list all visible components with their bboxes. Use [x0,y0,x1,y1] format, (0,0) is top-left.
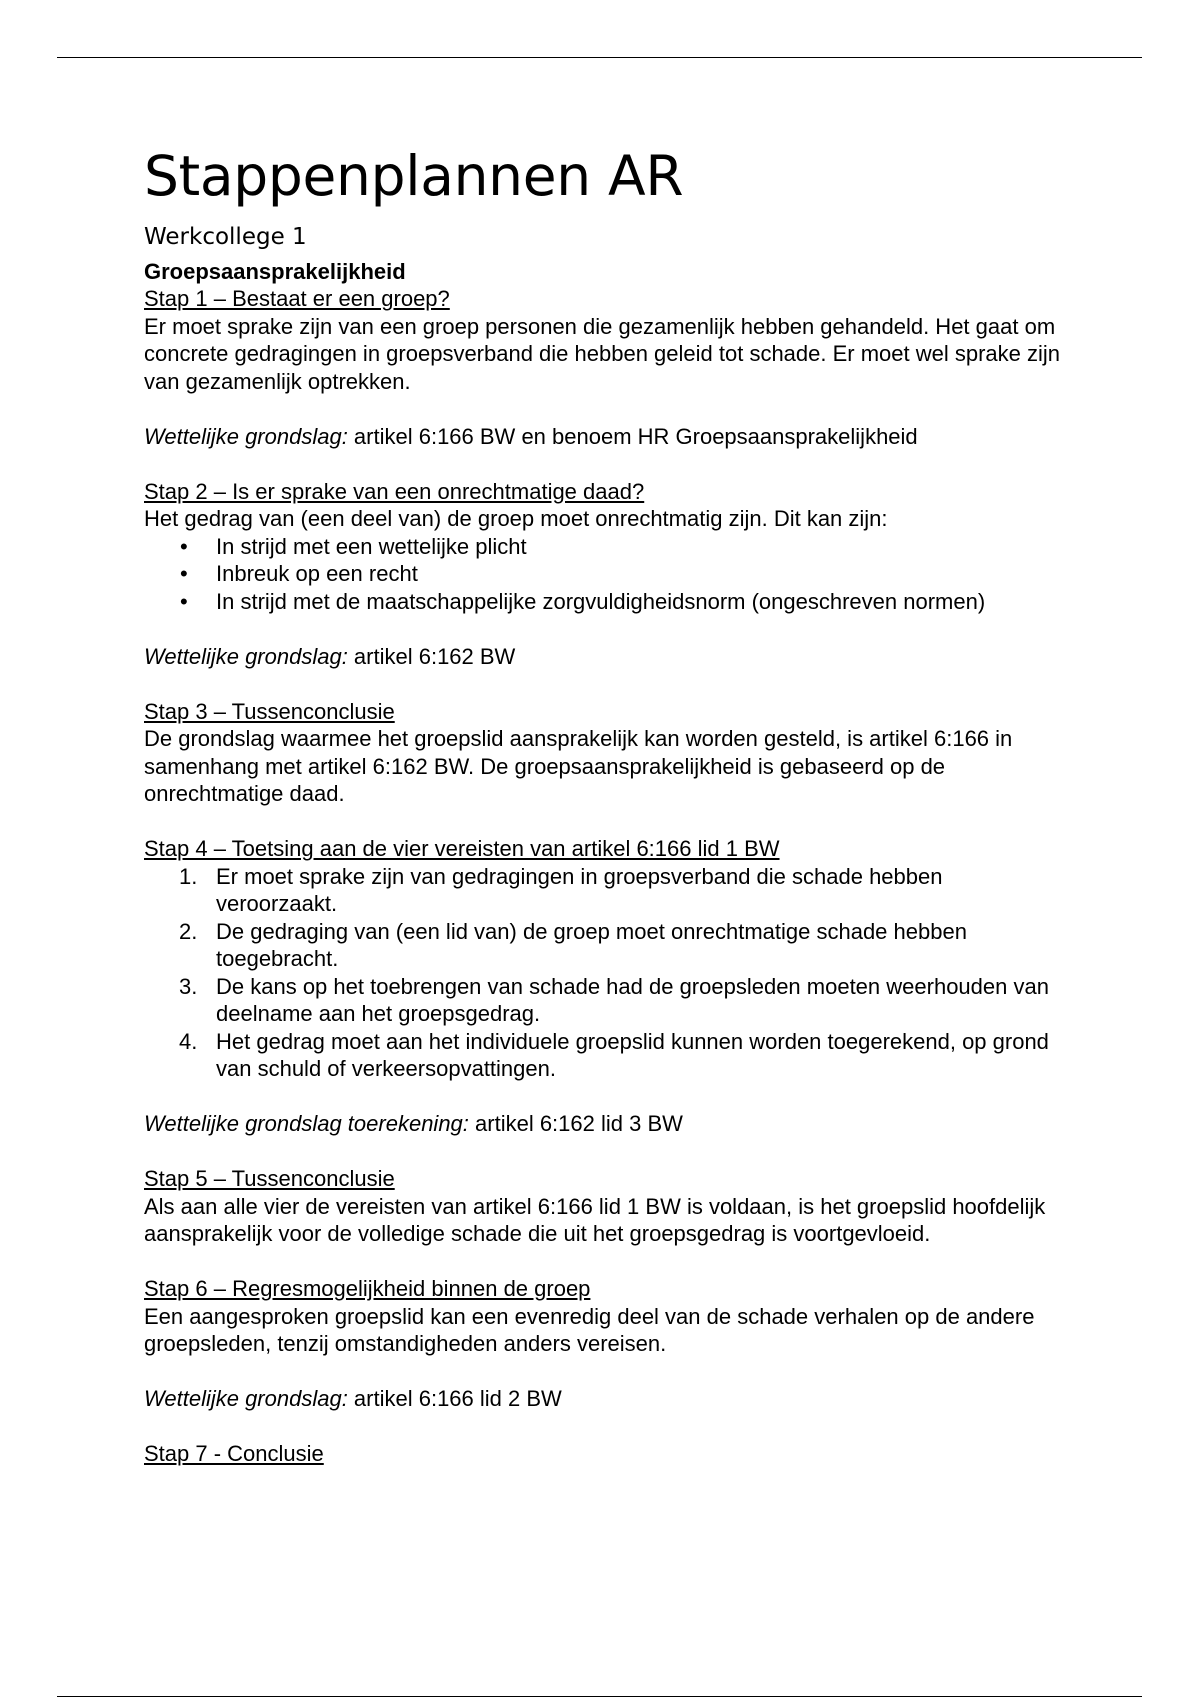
spacer [144,1083,1064,1111]
step-4-numbered-list [144,863,1064,1083]
step-1-heading: Stap 1 – Bestaat er een groep? [144,286,450,311]
step-4-heading: Stap 4 – Toetsing aan de vier vereisten van artikel 6:166 lid 1 BW [144,836,780,861]
list-item [144,533,1064,561]
legal-basis-label: Wettelijke grondslag toerekening: [144,1111,469,1136]
spacer [144,1138,1064,1166]
list-item [144,863,1064,918]
step-4-legal-basis [144,1110,1064,1138]
list-number: 4. [179,1028,198,1054]
list-item [144,918,1064,973]
bullet-icon: • [180,561,188,586]
step-3-heading: Stap 3 – Tussenconclusie [144,698,395,724]
list-item-text: De kans op het toebrengen van schade had de groepsleden moeten weerhouden van deelname aan het groepsgedrag. [216,973,1049,1026]
legal-basis-label: Wettelijke grondslag: [144,423,348,449]
spacer [144,670,1064,698]
step-1-text: Er moet sprake zijn van een groep personen die gezamenlijk hebben gehandeld. Het gaat om concrete gedragingen in groepsverband die hebben geleid tot schade. Er moet wel sprake zijn van gezamenlijk optrekken. [144,313,1061,394]
bullet-icon: • [180,588,188,614]
list-item-text: De gedraging van (een lid van) de groep moet onrechtmatige schade hebben toegebracht. [216,918,967,971]
document-title: Stappenplannen AR [144,144,684,208]
step-2-legal-basis [144,643,1064,671]
document-subtitle: Werkcollege 1 [144,224,307,250]
bullet-icon: • [180,533,188,559]
document-page [144,138,1064,1468]
list-item-text: In strijd met een wettelijke plicht [216,533,527,559]
legal-basis-value: artikel 6:166 lid 2 BW [347,1386,562,1411]
list-item-text: Inbreuk op een recht [216,561,418,586]
spacer [144,808,1064,836]
list-number: 1. [179,863,198,889]
list-number: 2. [179,918,198,944]
step-7-heading: Stap 7 - Conclusie [144,1441,324,1466]
legal-basis-value: artikel 6:162 lid 3 BW [468,1111,683,1136]
step-2-text: Het gedrag van (een deel van) de groep moet onrechtmatig zijn. Dit kan zijn: [144,506,888,531]
step-2-heading: Stap 2 – Is er sprake van een onrechtmatige daad? [144,478,645,504]
list-item [144,1028,1064,1083]
step-6-legal-basis [144,1385,1064,1413]
list-item-text: Er moet sprake zijn van gedragingen in groepsverband die schade hebben veroorzaakt. [216,863,943,916]
spacer [144,395,1064,423]
step-6-heading: Stap 6 – Regresmogelijkheid binnen de groep [144,1276,591,1301]
bottom-rule [57,1696,1142,1697]
step-3-text: De grondslag waarmee het groepslid aansprakelijk kan worden gesteld, is artikel 6:166 in samenhang met artikel 6:162 BW. De groepsaansprakelijkheid is gebaseerd op de onrechtmatige daad. [144,726,1013,806]
top-rule [57,57,1142,58]
step-6-text: Een aangesproken groepslid kan een evenredig deel van de schade verhalen op de andere groepsleden, tenzij omstandigheden anders vereisen. [144,1303,1035,1356]
list-item [144,973,1064,1028]
spacer [144,1413,1064,1441]
list-item-text: In strijd met de maatschappelijke zorgvuldigheidsnorm (ongeschreven normen) [216,588,986,614]
legal-basis-value: artikel 6:166 BW en benoem HR Groepsaansprakelijkheid [347,423,918,449]
step-5-heading: Stap 5 – Tussenconclusie [144,1166,395,1191]
step-1-legal-basis [144,423,1064,451]
list-item [144,560,1064,588]
list-number: 3. [179,973,198,999]
legal-basis-label: Wettelijke grondslag: [144,643,348,669]
step-5-text: Als aan alle vier de vereisten van artikel 6:166 lid 1 BW is voldaan, is het groepslid hoofdelijk aansprakelijk voor de volledige schade die uit het groepsgedrag is voortgevloeid. [144,1193,1046,1246]
document-body [144,285,1064,1468]
spacer [144,1248,1064,1276]
list-item-text: Het gedrag moet aan het individuele groepslid kunnen worden toegerekend, op grond van schuld of verkeersopvattingen. [216,1028,1049,1081]
spacer [144,450,1064,478]
step-2-bullet-list [144,533,1064,616]
legal-basis-value: artikel 6:162 BW [347,643,516,669]
spacer [144,615,1064,643]
list-item [144,588,1064,616]
section-title: Groepsaansprakelijkheid [144,259,406,284]
spacer [144,1358,1064,1386]
legal-basis-label: Wettelijke grondslag: [144,1386,348,1411]
